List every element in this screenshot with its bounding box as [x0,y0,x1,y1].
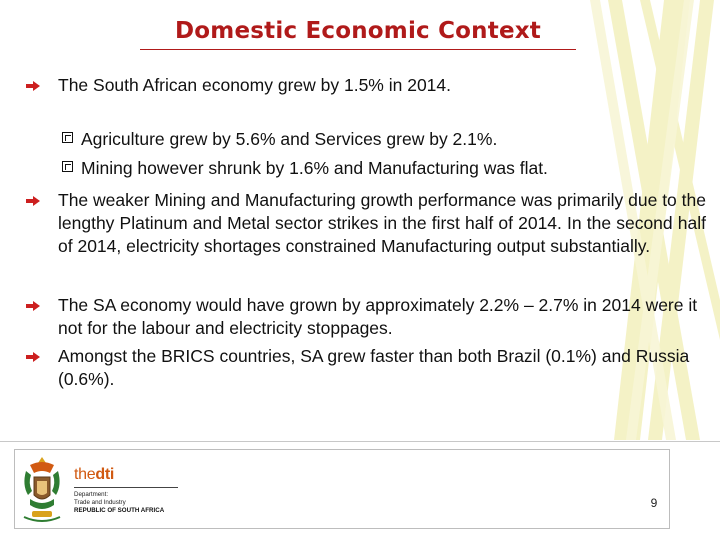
brand-prefix: the [74,466,96,483]
red-arrow-bullet-icon [26,352,40,362]
brand-underline [74,487,178,488]
bullet-text: The weaker Mining and Manufacturing growth performance was primarily due to the lengthy Platinum and Metal sector strikes in the first half of 2014. In the second half of 2014, electricity shortages constrained Manufacturing output substantially. [58,190,706,256]
title-underline [140,49,576,50]
dti-brand-logo [74,466,114,484]
red-arrow-bullet-icon [26,196,40,206]
footer-divider [0,441,720,442]
department-line-2: Trade and Industry [74,499,126,506]
red-arrow-bullet-icon [26,301,40,311]
country-name: REPUBLIC OF SOUTH AFRICA [74,507,165,514]
checkbox-bullet-icon [62,132,73,143]
bullet-text: The SA economy would have grown by approximately 2.2% – 2.7% in 2014 were it not for the labour and electricity stoppages. [58,295,698,338]
checkbox-bullet-icon [62,161,73,172]
slide-title: Domestic Economic Context [175,18,541,44]
department-line-1: Department: [74,491,109,498]
coat-of-arms-icon [20,455,64,525]
bullet-text: The South African economy grew by 1.5% in 2014. [58,75,452,95]
sub-bullet-text: Agriculture grew by 5.6% and Services grew by 2.1%. [81,129,498,149]
red-arrow-bullet-icon [26,81,40,91]
bullet-text: Amongst the BRICS countries, SA grew faster than both Brazil (0.1%) and Russia (0.6%). [58,346,690,389]
brand-main: dti [95,466,114,483]
footer-frame [14,449,670,529]
sub-bullet-text: Mining however shrunk by 1.6% and Manufacturing was flat. [81,158,548,178]
page-number: 9 [650,496,658,510]
